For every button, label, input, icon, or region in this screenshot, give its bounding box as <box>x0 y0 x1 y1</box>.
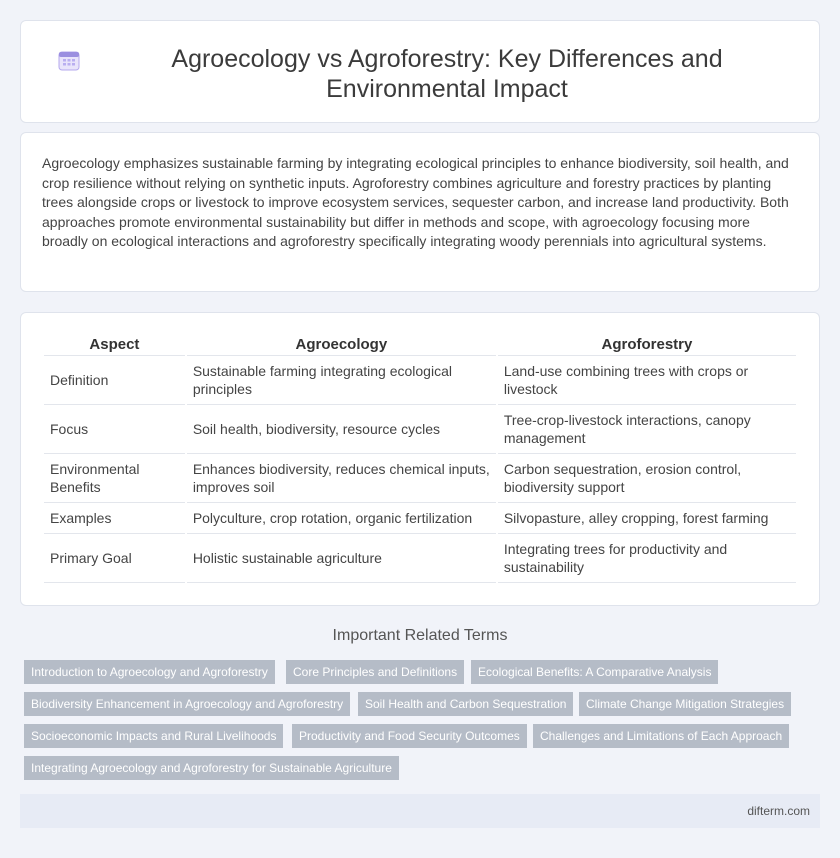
related-term-tag[interactable]: Introduction to Agroecology and Agroforestry <box>24 660 275 684</box>
cell-agroecology: Sustainable farming integrating ecological principles <box>187 356 496 405</box>
related-term-tag[interactable]: Core Principles and Definitions <box>286 660 464 684</box>
cell-agroforestry: Silvopasture, alley cropping, forest farming <box>498 503 796 534</box>
related-term-tag[interactable]: Productivity and Food Security Outcomes <box>292 724 527 748</box>
calendar-icon <box>57 48 81 72</box>
cell-agroforestry: Tree-crop-livestock interactions, canopy management <box>498 405 796 454</box>
table-row <box>44 405 796 454</box>
related-term-tag[interactable]: Socioeconomic Impacts and Rural Livelihoods <box>24 724 283 748</box>
related-term-tag[interactable]: Integrating Agroecology and Agroforestry for Sustainable Agriculture <box>24 756 399 780</box>
comparison-table <box>42 334 798 583</box>
header-aspect: Aspect <box>44 334 185 356</box>
cell-aspect: Definition <box>44 356 185 405</box>
related-term-tag[interactable]: Biodiversity Enhancement in Agroecology and Agroforestry <box>24 692 350 716</box>
cell-aspect: Environmental Benefits <box>44 454 185 503</box>
intro-paragraph: Agroecology emphasizes sustainable farming by integrating ecological principles to enhance biodiversity, soil health, and crop resilience without relying on synthetic inputs. Agroforestry combines agriculture and forestry practices by planting trees alongside crops or livestock to improve ecosystem services, sequester carbon, and increase land productivity. Both approaches promote environmental sustainability but differ in methods and scope, with agroecology focusing more broadly on ecological interactions and agroforestry specifically integrating woody perennials into agricultural systems. <box>42 155 789 249</box>
cell-agroforestry: Carbon sequestration, erosion control, biodiversity support <box>498 454 796 503</box>
related-term-tag[interactable]: Climate Change Mitigation Strategies <box>579 692 791 716</box>
cell-agroecology: Enhances biodiversity, reduces chemical inputs, improves soil <box>187 454 496 503</box>
page-title: Agroecology vs Agroforestry: Key Differences and Environmental Impact <box>171 45 723 103</box>
related-terms-title: Important Related Terms <box>332 627 508 644</box>
header-agroecology: Agroecology <box>187 334 496 356</box>
footer <box>20 794 820 828</box>
intro-card <box>20 132 820 292</box>
table-header-row <box>44 334 796 356</box>
header-card <box>20 20 820 123</box>
cell-aspect: Examples <box>44 503 185 534</box>
cell-agroforestry: Integrating trees for productivity and sustainability <box>498 534 796 583</box>
header-agroforestry: Agroforestry <box>498 334 796 356</box>
table-row <box>44 356 796 405</box>
cell-aspect: Primary Goal <box>44 534 185 583</box>
cell-agroecology: Soil health, biodiversity, resource cycles <box>187 405 496 454</box>
related-term-tag[interactable]: Soil Health and Carbon Sequestration <box>358 692 573 716</box>
cell-aspect: Focus <box>44 405 185 454</box>
table-row <box>44 503 796 534</box>
related-term-tag[interactable]: Challenges and Limitations of Each Approach <box>533 724 789 748</box>
cell-agroforestry: Land-use combining trees with crops or livestock <box>498 356 796 405</box>
table-row <box>44 454 796 503</box>
table-row <box>44 534 796 583</box>
cell-agroecology: Holistic sustainable agriculture <box>187 534 496 583</box>
comparison-card <box>20 312 820 606</box>
cell-agroecology: Polyculture, crop rotation, organic fertilization <box>187 503 496 534</box>
site-name[interactable]: difterm.com <box>747 804 810 818</box>
related-term-tag[interactable]: Ecological Benefits: A Comparative Analysis <box>471 660 718 684</box>
